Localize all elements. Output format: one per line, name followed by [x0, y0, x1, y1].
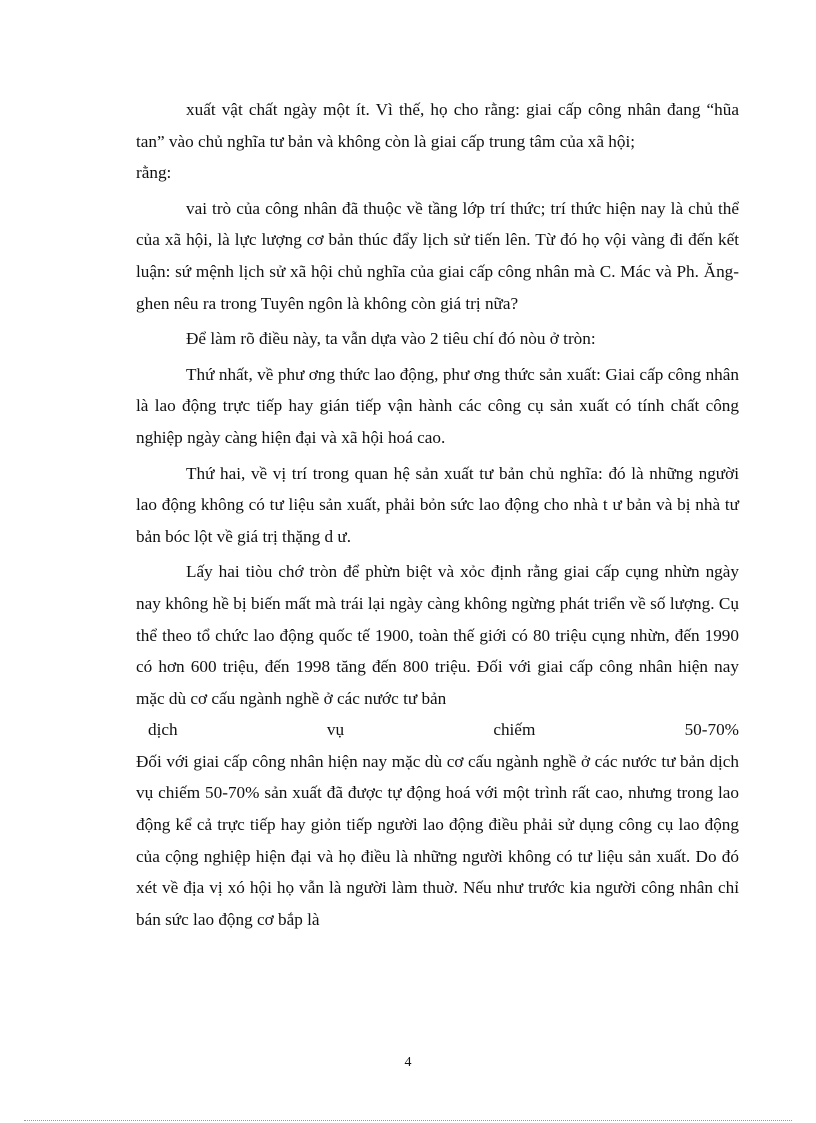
- spread-word: chiếm: [493, 720, 536, 740]
- paragraph-4: Thứ nhất, về phư ơng thức lao động, phư ơng thức sản xuất: Giai cấp công nhân là lao động trực tiếp hay gián tiếp vận hành các công cụ sản xuất có tính chất công nghiệp ngày càng hiện đại và xã hội hoá cao.: [136, 364, 739, 447]
- body-text: [136, 94, 739, 939]
- spread-word: vụ: [326, 720, 345, 740]
- paragraph-3: Để làm rõ điều này, ta vẫn dựa vào 2 tiêu chí đó nòu ở tròn:: [186, 329, 596, 349]
- page-number: 4: [404, 1055, 412, 1070]
- spread-word: dịch: [148, 720, 178, 740]
- paragraph-7: Đối với giai cấp công nhân hiện nay mặc dù cơ cấu ngành nghề ở các nước tư bản dịch vụ chiếm 50-70% sản xuất đã được tự động hoá với một trình rất cao, nhưng trong lao động kể cả trực tiếp hay giỏn tiếp người lao động điều phải sử dụng công cụ lao động của cộng nghiệp hiện đại và họ điều là những người không có tư liệu sản xuất. Do đó xét về địa vị xó hội họ vẫn là người làm thuờ. Nếu như trước kia người công nhân chỉ bán sức lao động cơ bắp là: [136, 751, 739, 929]
- paragraph-6: Lấy hai tiòu chớ tròn để phừn biệt và xỏc định rằng giai cấp cụng nhừn ngày nay không hề bị biến mất mà trái lại ngày càng không ngừng phát triển về số lượng. Cụ thể theo tổ chức lao động quốc tế 1900, toàn thế giới có 80 triệu cụng nhừn, đến 1990 có hơn 600 triệu, đến 1998 tăng đến 800 triệu. Đối với giai cấp công nhân hiện nay mặc dù cơ cấu ngành nghề ở các nước tư bản: [136, 562, 739, 708]
- spread-word: 50-70%: [684, 720, 739, 740]
- paragraph-2: vai trò của công nhân đã thuộc về tầng lớp trí thức; trí thức hiện nay là chủ thể của xã hội, là lực lượng cơ bản thúc đẩy lịch sử tiến lên. Từ đó họ vội vàng đi đến kết luận: sứ mệnh lịch sử xã hội chủ nghĩa của giai cấp công nhân mà C. Mác và Ph. Ăng-ghen nêu ra trong Tuyên ngôn là không còn giá trị nữa?: [136, 198, 739, 313]
- paragraph-1-continuation: rằng:: [136, 163, 172, 183]
- paragraph-5: Thứ hai, về vị trí trong quan hệ sản xuất tư bản chủ nghĩa: đó là những người lao động không có tư liệu sản xuất, phải bỏn sức lao động cho nhà t ư bản và bị nhà tư bản bóc lột về giá trị thặng d ư.: [136, 463, 739, 546]
- paragraph-1: xuất vật chất ngày một ít. Vì thế, họ cho rằng: giai cấp công nhân đang “hũa tan” vào chủ nghĩa tư bản và không còn là giai cấp trung tâm của xã hội;: [136, 100, 739, 151]
- page-bottom-dotted-rule: [24, 1120, 792, 1121]
- paragraph-6-spread-line: [136, 714, 739, 746]
